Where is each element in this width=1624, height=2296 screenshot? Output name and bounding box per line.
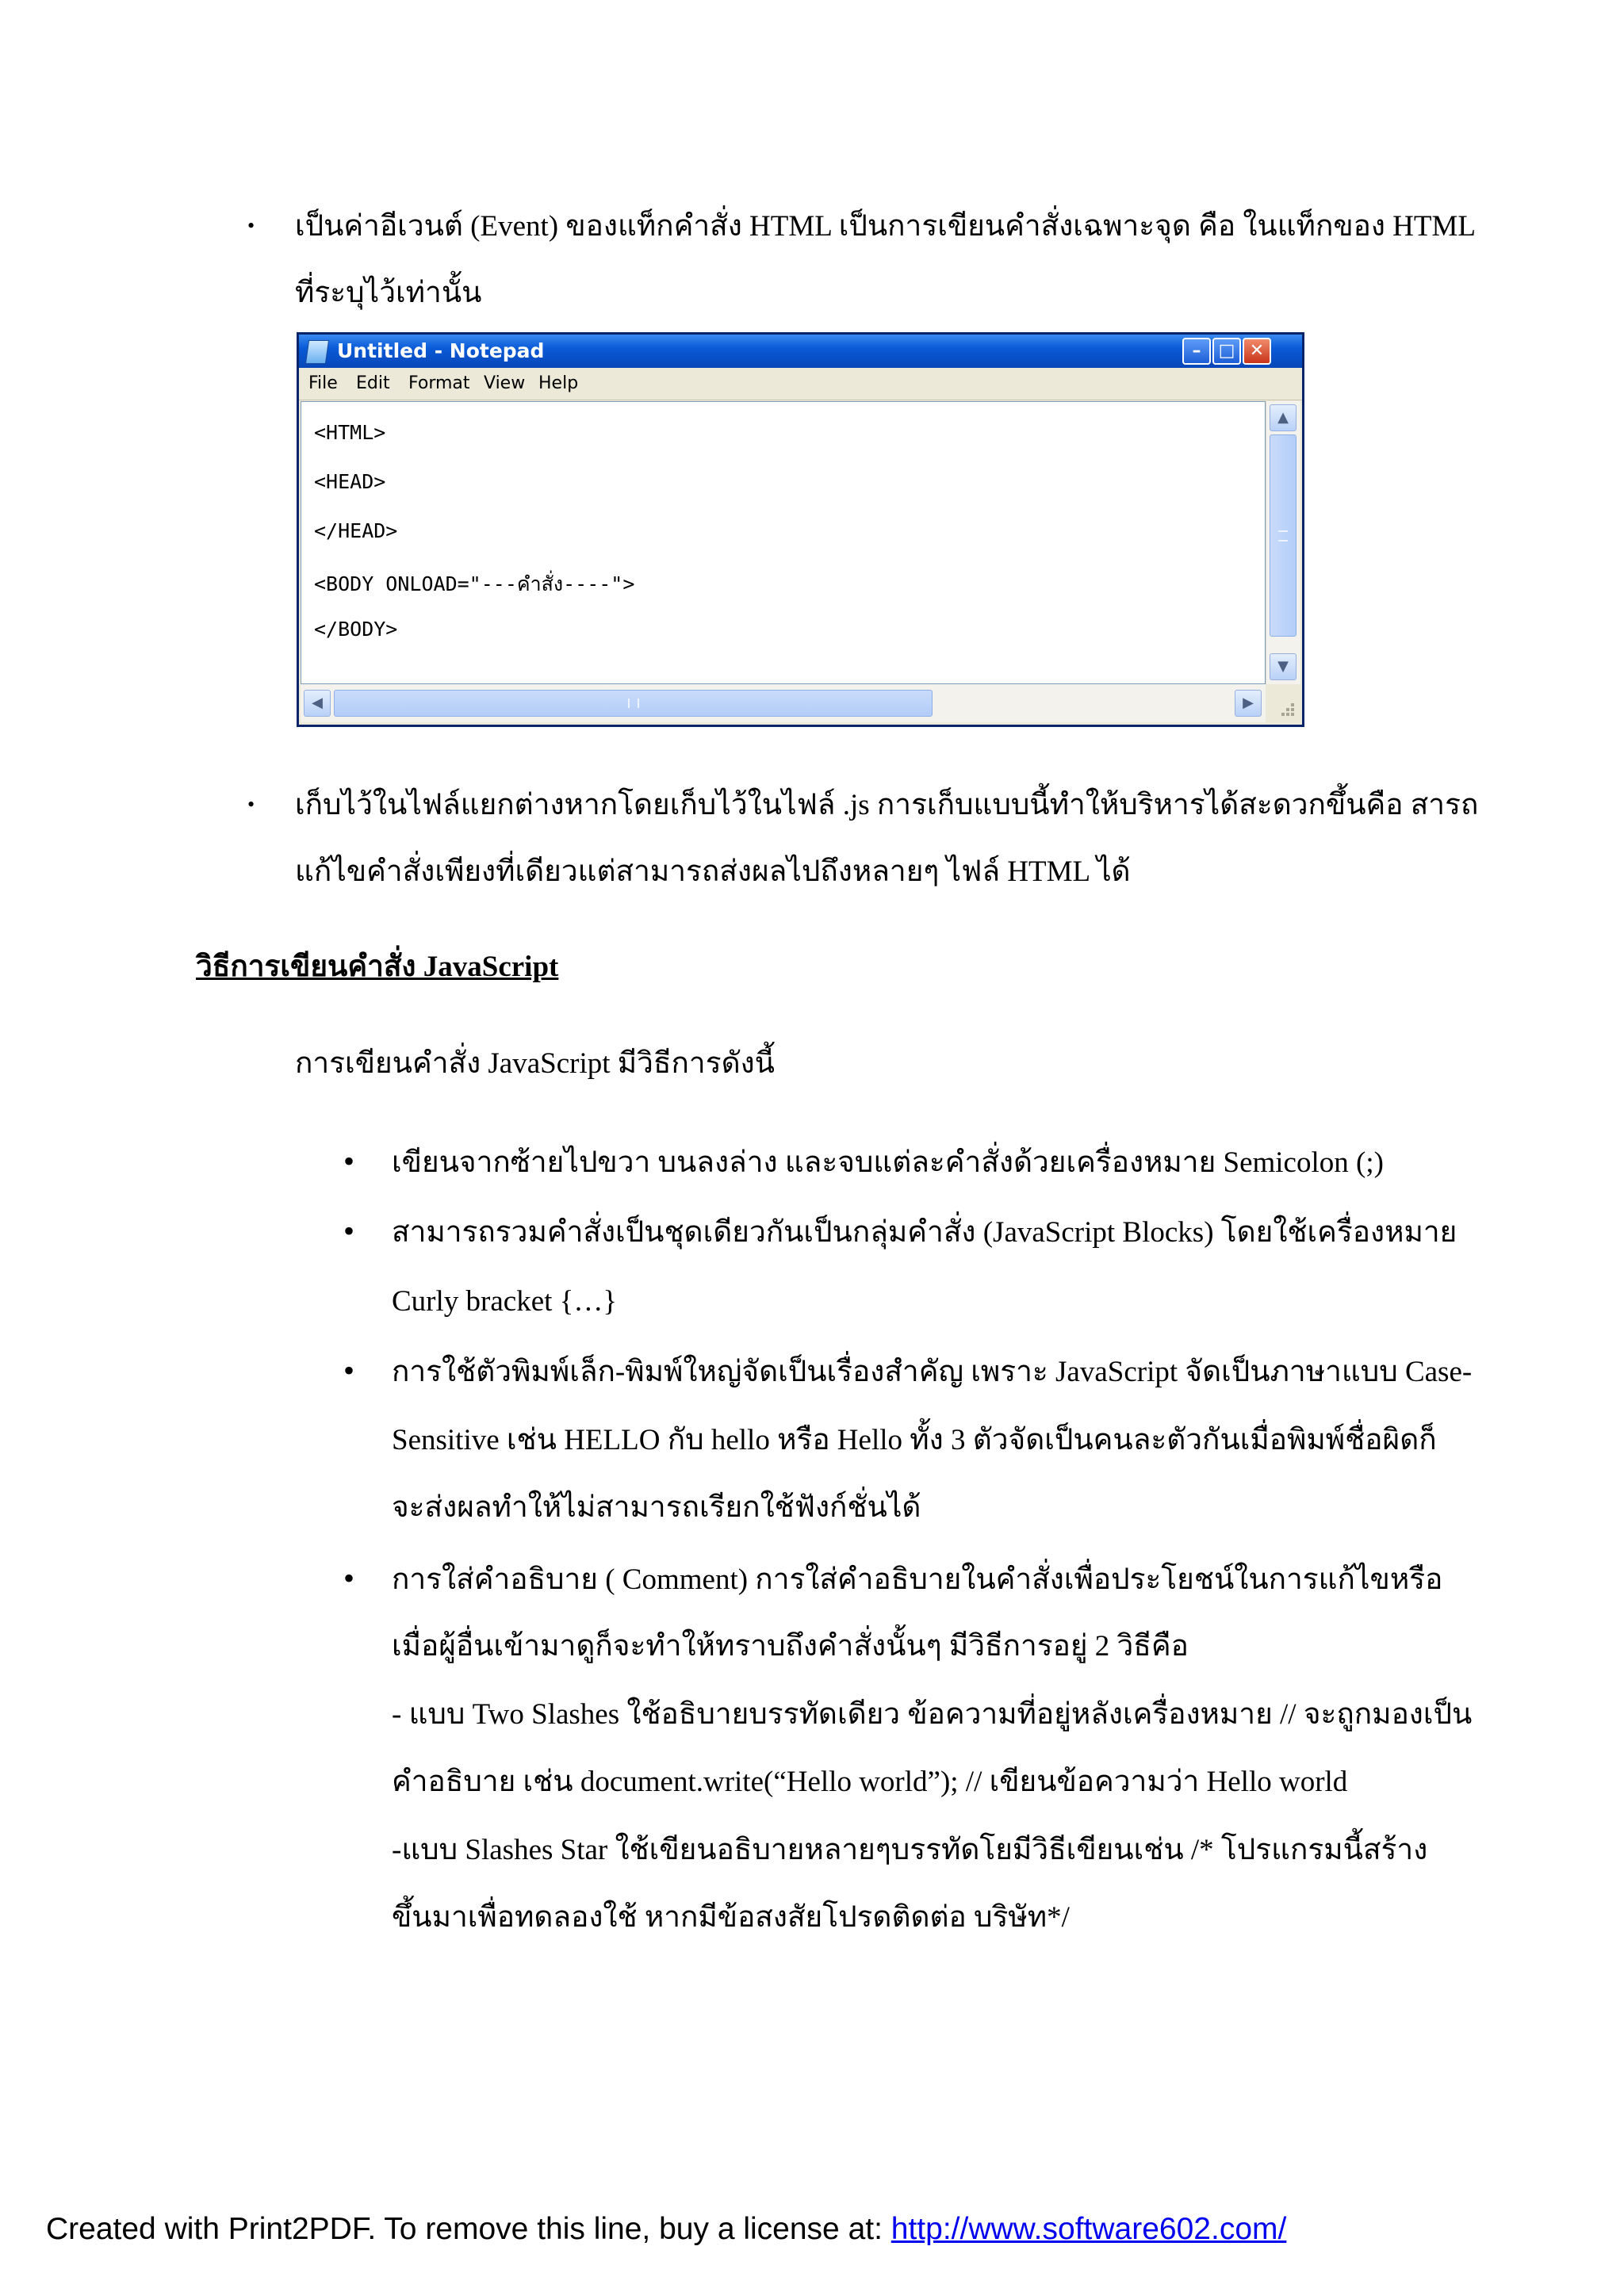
section-heading: วิธีการเขียนคำสั่ง JavaScript [196,951,559,983]
vertical-scroll-thumb[interactable] [1270,434,1297,637]
notepad-titlebar [299,335,1302,368]
menu-format[interactable]: Format [408,373,470,393]
horizontal-scroll-thumb[interactable] [334,690,933,717]
bullet-text-js-line2: แก้ไขคำสั่งเพียงที่เดียวแต่สามารถส่งผลไปถึงหลายๆ ไฟล์ HTML ได้ [295,855,1131,888]
menu-file[interactable]: File [308,373,338,393]
notepad-title: Untitled - Notepad [337,339,545,362]
rule-text: - แบบ Two Slashes ใช้อธิบายบรรทัดเดียว ข้อความที่อยู่หลังเครื่องหมาย // จะถูกมองเป็น [392,1698,1473,1731]
rule-text: เมื่อผู้อื่นเข้ามาดูก็จะทำให้ทราบถึงคำสั่งนั้นๆ มีวิธีการอยู่ 2 วิธีคือ [392,1630,1189,1663]
close-button[interactable]: ✕ [1243,338,1271,365]
rule-text: การใส่คำอธิบาย ( Comment) การใส่คำอธิบายในคำสั่งเพื่อประโยชน์ในการแก้ไขหรือ [392,1563,1443,1596]
intro-text: การเขียนคำสั่ง JavaScript มีวิธีการดังนี้ [295,1047,775,1080]
rule-text: การใช้ตัวพิมพ์เล็ก-พิมพ์ใหญ่จัดเป็นเรื่องสำคัญ เพราะ JavaScript จัดเป็นภาษาแบบ Case- [392,1356,1473,1388]
rule-text: สามารถรวมคำสั่งเป็นชุดเดียวกันเป็นกลุ่มคำสั่ง (JavaScript Blocks) โดยใช้เครื่องหมาย [392,1216,1457,1249]
rule-text: เขียนจากซ้ายไปขวา บนลงล่าง และจบแต่ละคำสั่งด้วยเครื่องหมาย Semicolon (;) [392,1146,1384,1179]
code-line: </BODY> [314,618,398,641]
footer-notice [46,2212,1286,2247]
resize-grip-icon[interactable] [1266,684,1300,722]
rule-text: คำอธิบาย เช่น document.write(“Hello world”); // เขียนข้อความว่า Hello world [392,1766,1348,1798]
rule-text: จะส่งผลทำให้ไม่สามารถเรียกใช้ฟังก์ชั่นได้ [392,1491,921,1524]
bullet-dot: • [343,1213,355,1249]
scroll-right-arrow-icon[interactable]: ▶ [1235,690,1262,717]
rule-text: Curly bracket {…} [392,1285,618,1318]
horizontal-scrollbar[interactable] [301,684,1266,722]
notepad-text-area[interactable] [301,401,1266,684]
rule-text: -แบบ Slashes Star ใช้เขียนอธิบายหลายๆบรรทัดโยมีวิธีเขียนเช่น /* โปรแกรมนี้สร้าง [392,1834,1428,1866]
notepad-window [297,332,1304,727]
vertical-scrollbar[interactable] [1266,401,1300,684]
code-line: <HEAD> [314,470,386,493]
bullet-text-event-line2: ที่ระบุไว้เท่านั้น [295,277,482,309]
footer-link[interactable]: http://www.software602.com/ [891,2212,1287,2246]
code-line: <HTML> [314,421,386,444]
menu-edit[interactable]: Edit [356,373,390,393]
bullet-dot: • [343,1353,355,1388]
bullet-dot: • [343,1143,355,1179]
menu-bar [299,368,1302,400]
maximize-button[interactable]: □ [1212,338,1241,365]
scroll-left-arrow-icon[interactable]: ◀ [304,690,331,717]
scroll-down-arrow-icon[interactable]: ▼ [1270,653,1297,680]
rule-text: ขึ้นมาเพื่อทดลองใช้ หากมีข้อสงสัยโปรดติดต่อ บริษัท*/ [392,1901,1070,1934]
bullet-dot: • [247,793,255,816]
bullet-text-js-line1: เก็บไว้ในไฟล์แยกต่างหากโดยเก็บไว้ในไฟล์ .js การเก็บแบบนี้ทำให้บริหารได้สะดวกขึ้นคือ สารถ [295,789,1479,821]
bullet-dot: • [343,1560,355,1596]
menu-view[interactable]: View [484,373,526,393]
bullet-dot: • [247,214,255,237]
code-line: <BODY ONLOAD="---คำสั่ง----"> [314,572,635,595]
rule-text: Sensitive เช่น HELLO กับ hello หรือ Hello ทั้ง 3 ตัวจัดเป็นคนละตัวกันเมื่อพิมพ์ชื่อผิดก็ [392,1424,1437,1456]
code-line: </HEAD> [314,519,398,542]
footer-text: Created with Print2PDF. To remove this line, buy a license at: [46,2212,891,2246]
menu-help[interactable]: Help [538,373,579,393]
notepad-app-icon [305,340,329,364]
scroll-up-arrow-icon[interactable]: ▲ [1270,404,1297,431]
bullet-text-event-line1: เป็นค่าอีเวนต์ (Event) ของแท็กคำสั่ง HTML เป็นการเขียนคำสั่งเฉพาะจุด คือ ในแท็กของ HTML [295,210,1476,243]
minimize-button[interactable]: – [1182,338,1211,365]
